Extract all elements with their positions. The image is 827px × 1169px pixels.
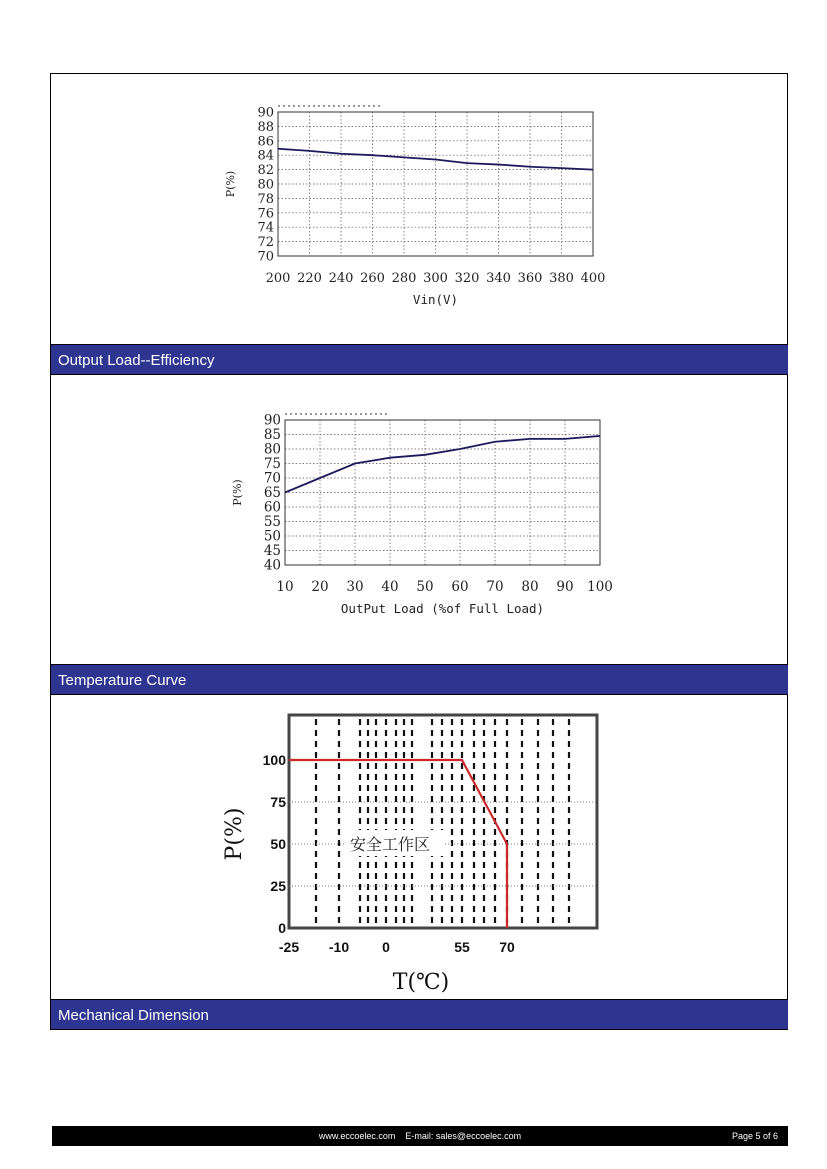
y-tick-label: 82 xyxy=(257,163,274,179)
x-tick-label: 10 xyxy=(276,579,294,595)
x-tick-label: 50 xyxy=(416,579,434,595)
y-tick-label: 100 xyxy=(262,752,286,768)
section-header-temperature-curve: Temperature Curve xyxy=(51,664,788,695)
y-tick-label: 65 xyxy=(263,485,281,501)
footer-contact xyxy=(52,1126,788,1146)
x-tick-label: 260 xyxy=(360,271,385,286)
y-tick-label: 90 xyxy=(263,412,281,429)
y-tick-label: 25 xyxy=(270,878,286,894)
x-tick-label: 70 xyxy=(499,939,515,955)
y-tick-label: 50 xyxy=(270,836,286,852)
y-tick-label: 50 xyxy=(263,528,281,545)
y-tick-label: 80 xyxy=(263,441,281,458)
x-tick-label: 55 xyxy=(454,939,470,955)
x-tick-label: 280 xyxy=(391,271,417,286)
y-tick-label: 45 xyxy=(263,543,281,559)
y-tick-label: 72 xyxy=(257,235,274,251)
y-tick-label: 84 xyxy=(257,148,274,164)
x-axis-label: Vin(V) xyxy=(412,292,459,307)
x-tick-label: 380 xyxy=(549,271,574,286)
footer-website[interactable]: www.eccoelec.com xyxy=(318,1131,396,1141)
x-tick-label: 20 xyxy=(311,579,329,595)
page-footer xyxy=(52,1126,788,1146)
y-tick-label: 80 xyxy=(257,177,274,193)
y-axis-label: P(%) xyxy=(224,170,237,198)
y-tick-label: 74 xyxy=(257,220,274,236)
y-axis-label: P(%) xyxy=(231,479,244,506)
y-tick-label: 75 xyxy=(270,794,286,810)
x-axis-label: T(℃) xyxy=(392,970,450,995)
y-tick-label: 76 xyxy=(257,206,274,222)
y-tick-label: 70 xyxy=(263,470,281,487)
x-axis-label: OutPut Load (%of Full Load) xyxy=(340,601,545,616)
x-tick-label: 300 xyxy=(423,271,448,286)
x-tick-label: 90 xyxy=(556,579,574,595)
y-axis-label: P(%) xyxy=(222,807,247,861)
y-tick-label: 70 xyxy=(257,249,274,265)
x-tick-label: 220 xyxy=(297,271,322,286)
y-tick-label: 55 xyxy=(263,514,281,530)
y-tick-label: 86 xyxy=(257,134,274,150)
x-tick-label: 40 xyxy=(381,579,399,595)
section-header-output-load-efficiency: Output Load--Efficiency xyxy=(51,344,788,375)
section-header-mechanical-dimension: Mechanical Dimension xyxy=(51,999,788,1030)
x-tick-label: 0 xyxy=(382,939,390,955)
safe-operating-area-label: 安全工作区 xyxy=(350,835,431,854)
x-tick-label: 30 xyxy=(346,579,364,595)
x-tick-label: 80 xyxy=(521,579,539,595)
x-tick-label: 320 xyxy=(454,271,480,286)
x-tick-label: 100 xyxy=(587,579,613,595)
x-tick-label: 70 xyxy=(486,579,504,595)
x-tick-label: 200 xyxy=(265,271,291,286)
y-tick-label: 60 xyxy=(263,499,281,516)
y-tick-label: 78 xyxy=(257,191,274,207)
y-tick-label: 0 xyxy=(278,920,286,936)
y-tick-label: 40 xyxy=(263,557,281,574)
x-tick-label: -25 xyxy=(278,939,300,955)
y-tick-label: 75 xyxy=(263,456,281,472)
x-tick-label: 60 xyxy=(451,579,469,595)
x-tick-label: 340 xyxy=(486,271,511,286)
x-tick-label: 240 xyxy=(328,271,354,286)
y-tick-label: 90 xyxy=(257,105,274,121)
x-tick-label: -10 xyxy=(328,939,350,955)
y-tick-label: 88 xyxy=(257,119,274,135)
footer-email[interactable]: E-mail: sales@eccoelec.com xyxy=(405,1131,522,1141)
page-number: Page 5 of 6 xyxy=(731,1131,778,1141)
x-tick-label: 360 xyxy=(517,271,543,286)
y-tick-label: 85 xyxy=(263,427,281,443)
x-tick-label: 400 xyxy=(580,271,606,286)
